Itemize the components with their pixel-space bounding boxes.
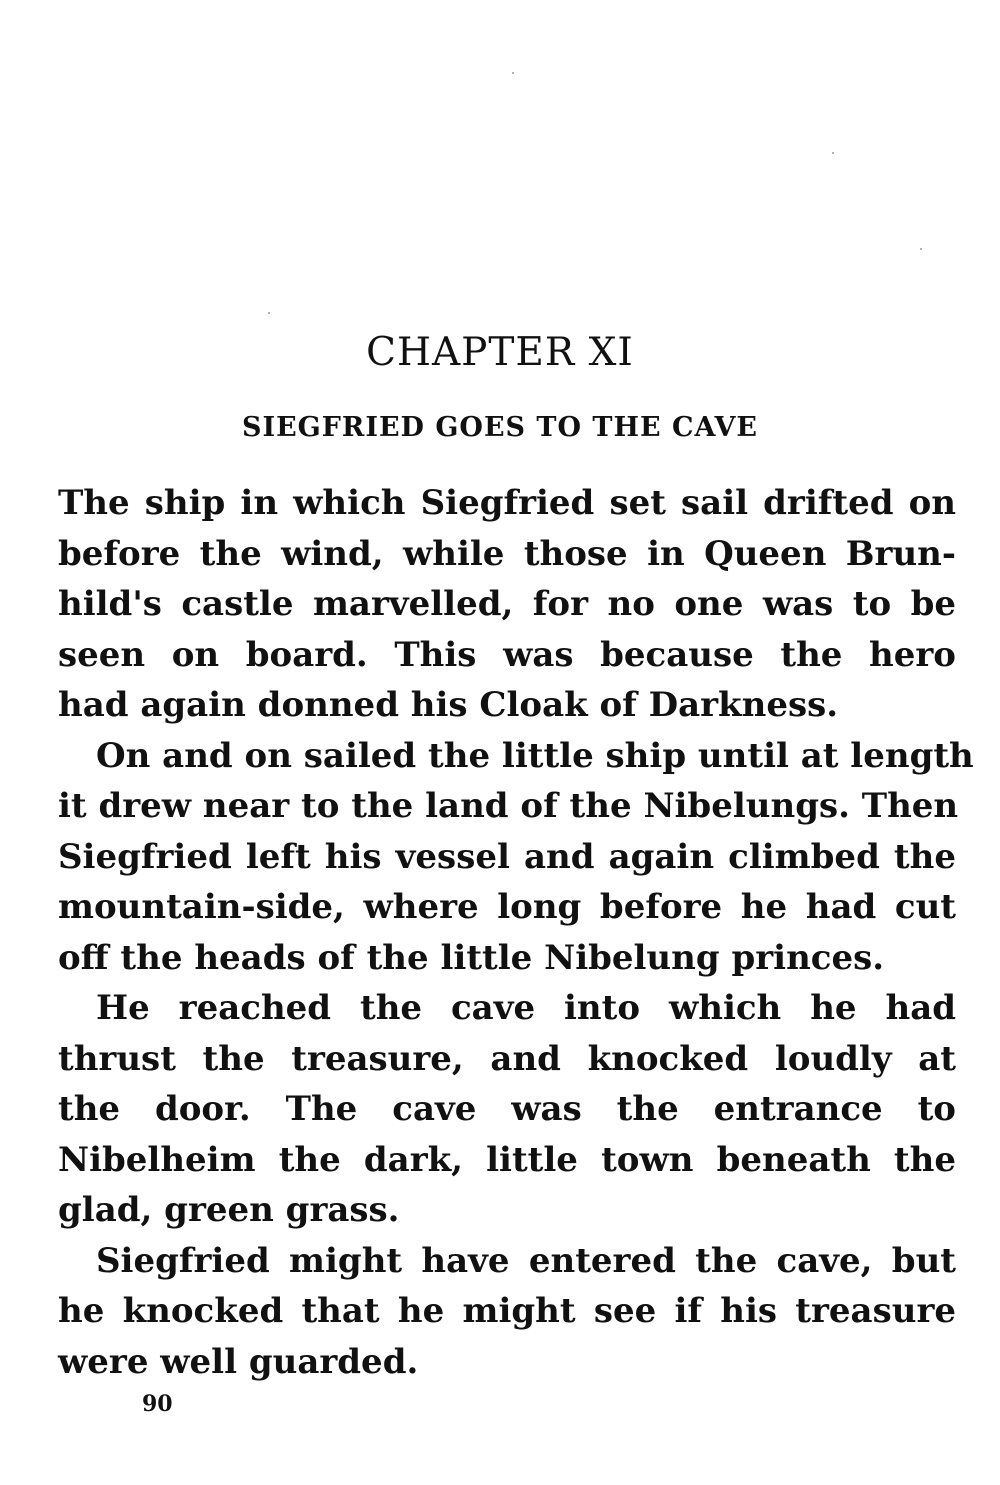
text-line: had again donned his Cloak of Darkness. xyxy=(58,685,839,725)
paragraph-3 xyxy=(58,983,956,1236)
text-line: he knocked that he might see if his treasure xyxy=(58,1291,956,1331)
scan-speck xyxy=(268,312,270,314)
text-line: were well guarded. xyxy=(58,1341,419,1382)
text-line: seen on board. This was because the hero xyxy=(58,634,956,675)
scan-speck xyxy=(832,152,834,154)
text-line: Nibelheim the dark, little town beneath the xyxy=(58,1139,956,1180)
text-line: Siegfried left his vessel and again climbed the xyxy=(58,836,956,877)
paragraph-2 xyxy=(58,731,974,984)
chapter-subtitle: SIEGFRIED GOES TO THE CAVE xyxy=(241,412,759,443)
paragraph-4 xyxy=(58,1236,956,1388)
text-line: thrust the treasure, and knocked loudly at xyxy=(58,1038,956,1079)
chapter-body xyxy=(58,478,974,1387)
text-line: the door. The cave was the entrance to xyxy=(58,1089,956,1129)
text-line: The ship in which Siegfried set sail drifted on xyxy=(58,483,956,523)
text-line: On and on sailed the little ship until at length xyxy=(96,735,974,776)
chapter-title: CHAPTER XI xyxy=(366,330,634,375)
page-number: 90 xyxy=(142,1391,173,1417)
text-line: mountain-side, where long before he had cut xyxy=(58,887,956,927)
text-line: off the heads of the little Nibelung princes. xyxy=(58,937,885,978)
text-line: it drew near to the land of the Nibelungs. Then xyxy=(58,786,959,826)
text-line: He reached the cave into which he had xyxy=(96,988,956,1028)
text-line: Siegfried might have entered the cave, but xyxy=(96,1240,956,1281)
scan-speck xyxy=(512,72,514,74)
text-line: hild's castle marvelled, for no one was to be xyxy=(58,584,956,624)
scan-speck xyxy=(920,248,922,250)
text-line: glad, green grass. xyxy=(58,1190,400,1230)
paragraph-1 xyxy=(58,478,956,731)
text-line: before the wind, while those in Queen Brun- xyxy=(58,533,956,574)
